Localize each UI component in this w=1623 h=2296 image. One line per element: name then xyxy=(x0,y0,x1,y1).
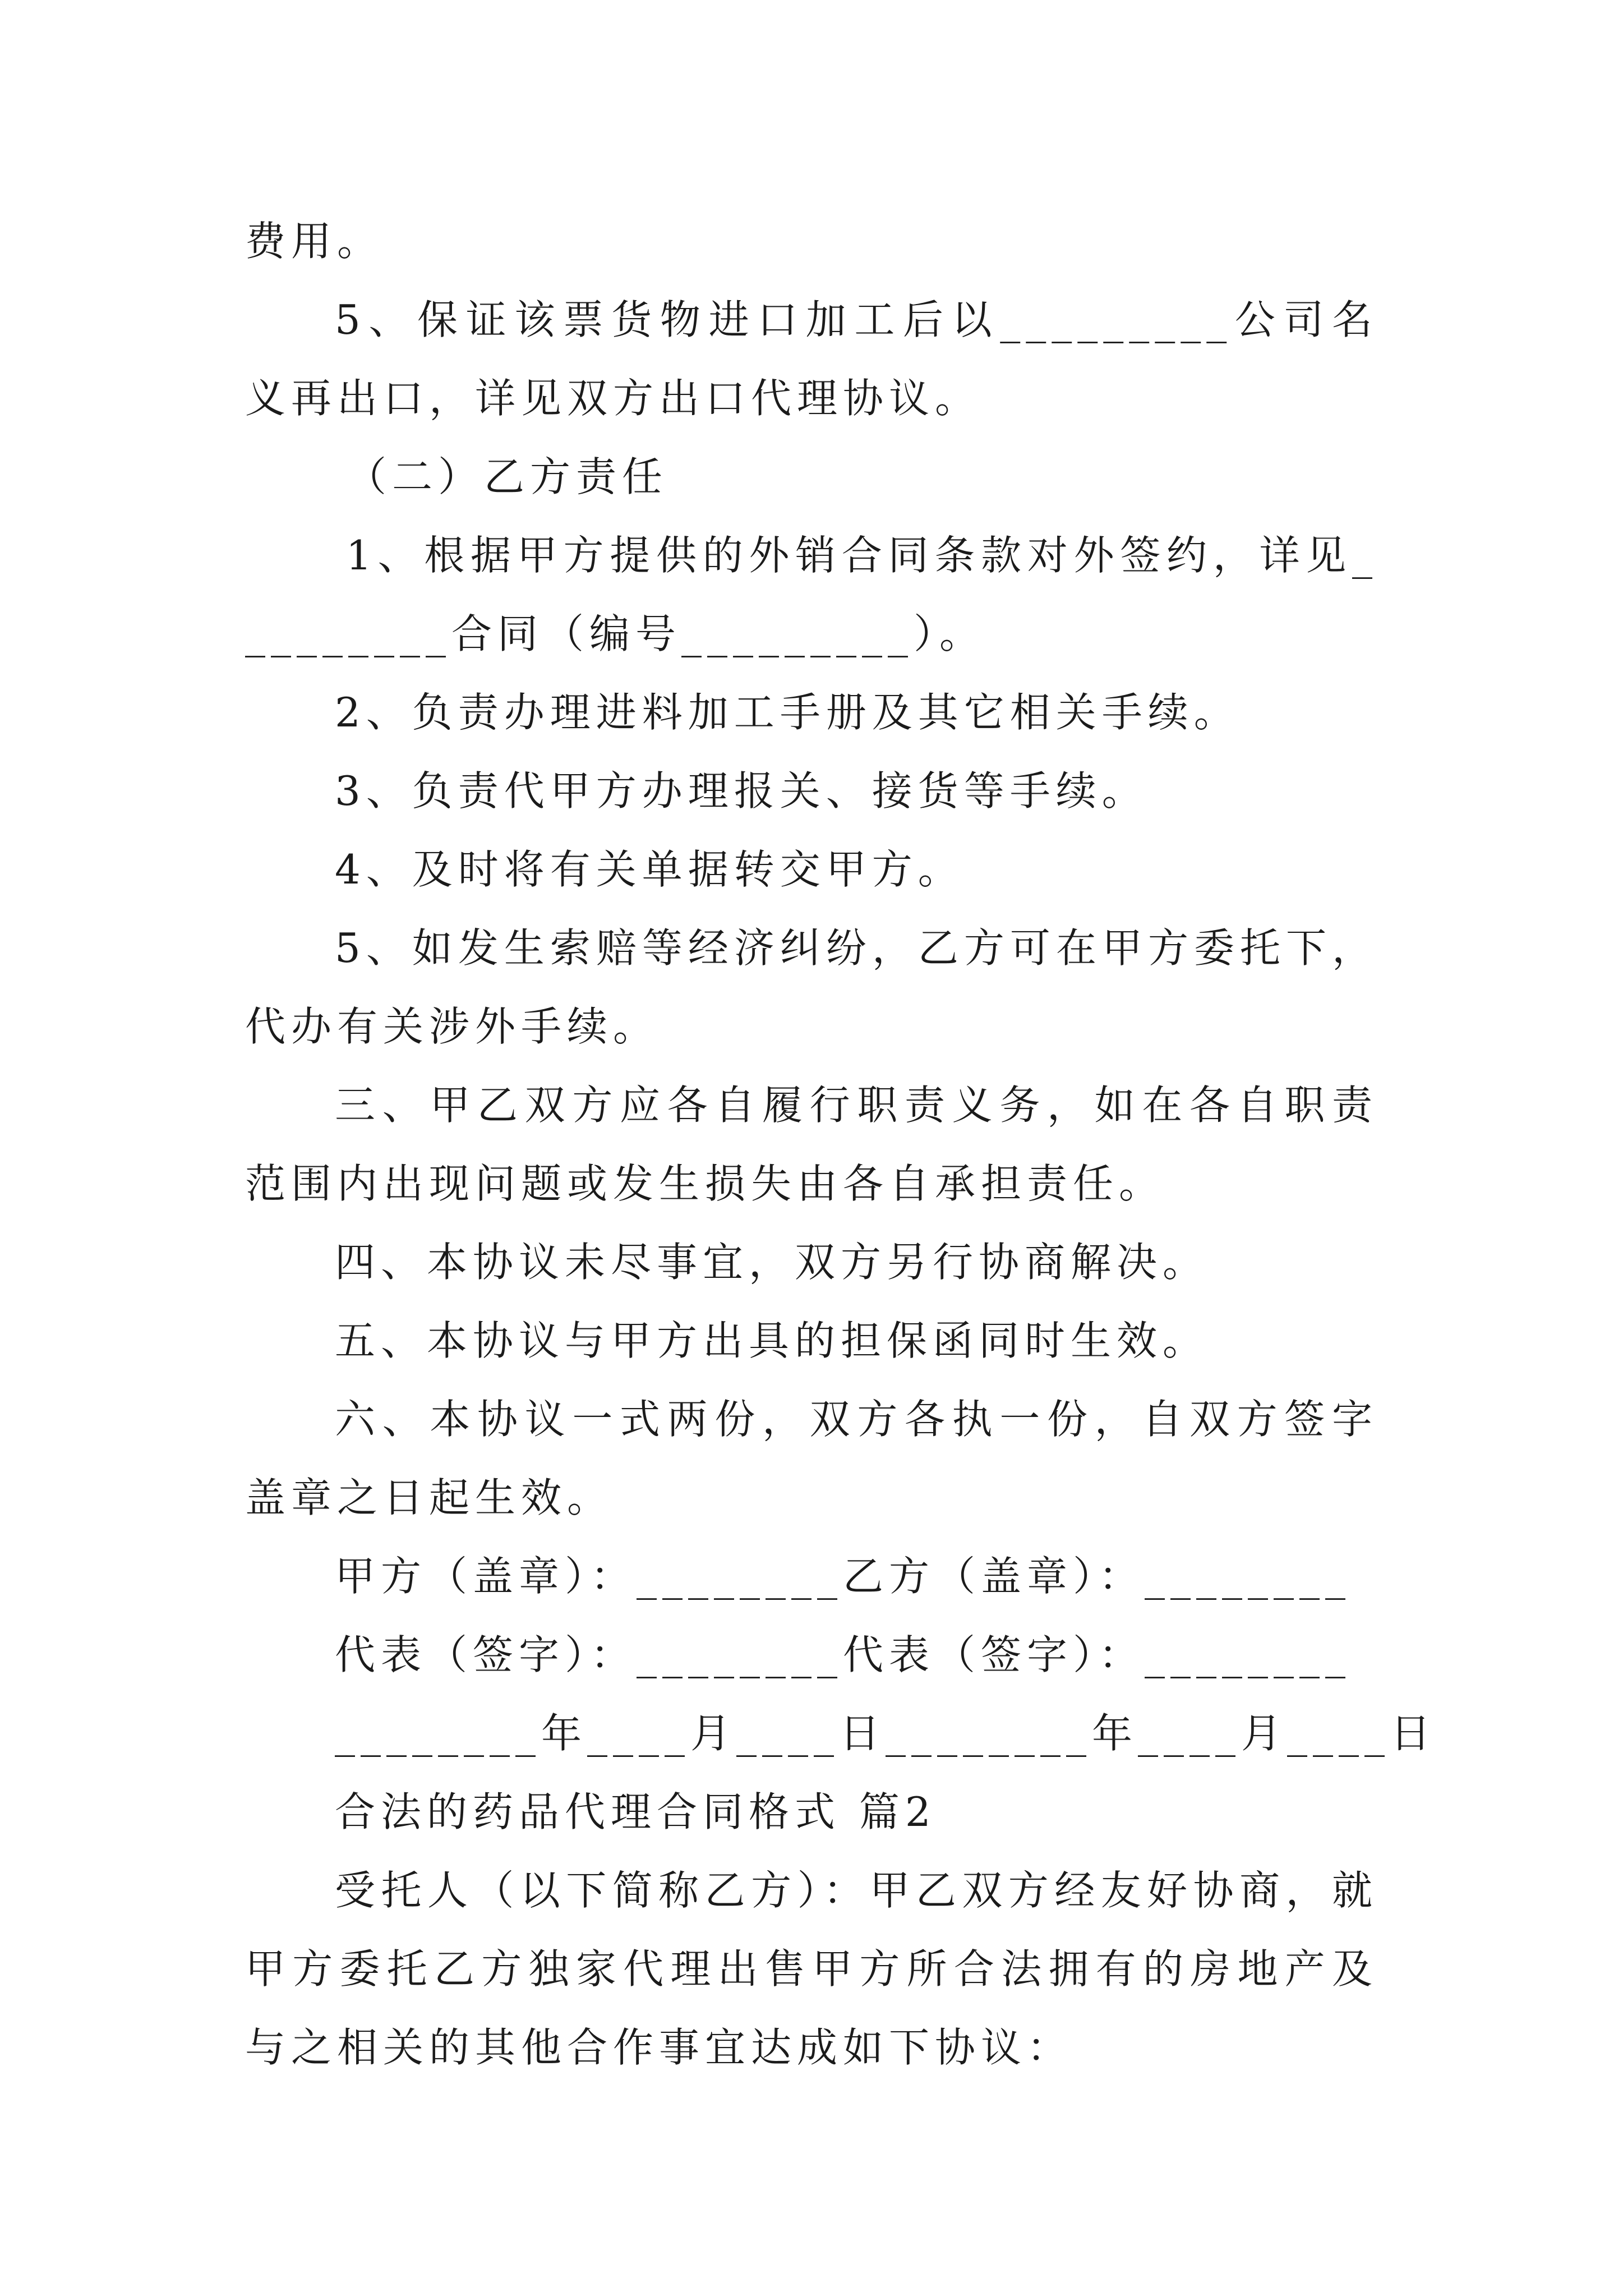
paragraph-clause-6: 六、本协议一式两份，双方各执一份，自双方签字盖章之日起生效。 xyxy=(245,1396,1378,1521)
paragraph-clause-3: 三、甲乙双方应各自履行职责义务，如在各自职责范围内出现问题或发生损失由各自承担责任。 xyxy=(245,1082,1378,1207)
section-title-part-2: 合法的药品代理合同格式 篇2 xyxy=(335,1788,937,1835)
paragraph-party-b-item-4: 4、及时将有关单据转交甲方。 xyxy=(335,846,964,893)
section-heading-party-b: （二）乙方责任 xyxy=(346,453,668,500)
paragraph-fee-end: 费用。 xyxy=(245,218,384,265)
paragraph-agreement-intro: 受托人（以下简称乙方）：甲乙双方经友好协商，就甲方委托乙方独家代理出售甲方所合法拥有的房地产及与之相关的其他合作事宜达成如下协议： xyxy=(245,1867,1378,2071)
paragraph-party-b-item-5: 5、如发生索赔等经济纠纷，乙方可在甲方委托下，代办有关涉外手续。 xyxy=(245,924,1378,1050)
paragraph-clause-4: 四、本协议未尽事宜，双方另行协商解决。 xyxy=(335,1239,1209,1286)
paragraph-party-b-item-1: 1、根据甲方提供的外销合同条款对外签约，详见_________合同（编号_________）。 xyxy=(245,532,1378,657)
paragraph-party-b-item-2: 2、负责办理进料加工手册及其它相关手续。 xyxy=(335,689,1240,736)
signature-line-date: ________年____月____日________年____月____日 xyxy=(335,1710,1436,1757)
document-body xyxy=(245,202,1436,2087)
paragraph-party-b-item-3: 3、负责代甲方办理报关、接货等手续。 xyxy=(335,767,1148,815)
paragraph-party-a-item-5: 5、保证该票货物进口加工后以_________公司名义再出口，详见双方出口代理协议。 xyxy=(245,296,1378,422)
signature-line-representative: 代表（签字）：________代表（签字）：________ xyxy=(335,1631,1352,1678)
signature-line-seal: 甲方（盖章）：________乙方（盖章）：________ xyxy=(335,1553,1352,1600)
paragraph-clause-5: 五、本协议与甲方出具的担保函同时生效。 xyxy=(335,1317,1209,1364)
